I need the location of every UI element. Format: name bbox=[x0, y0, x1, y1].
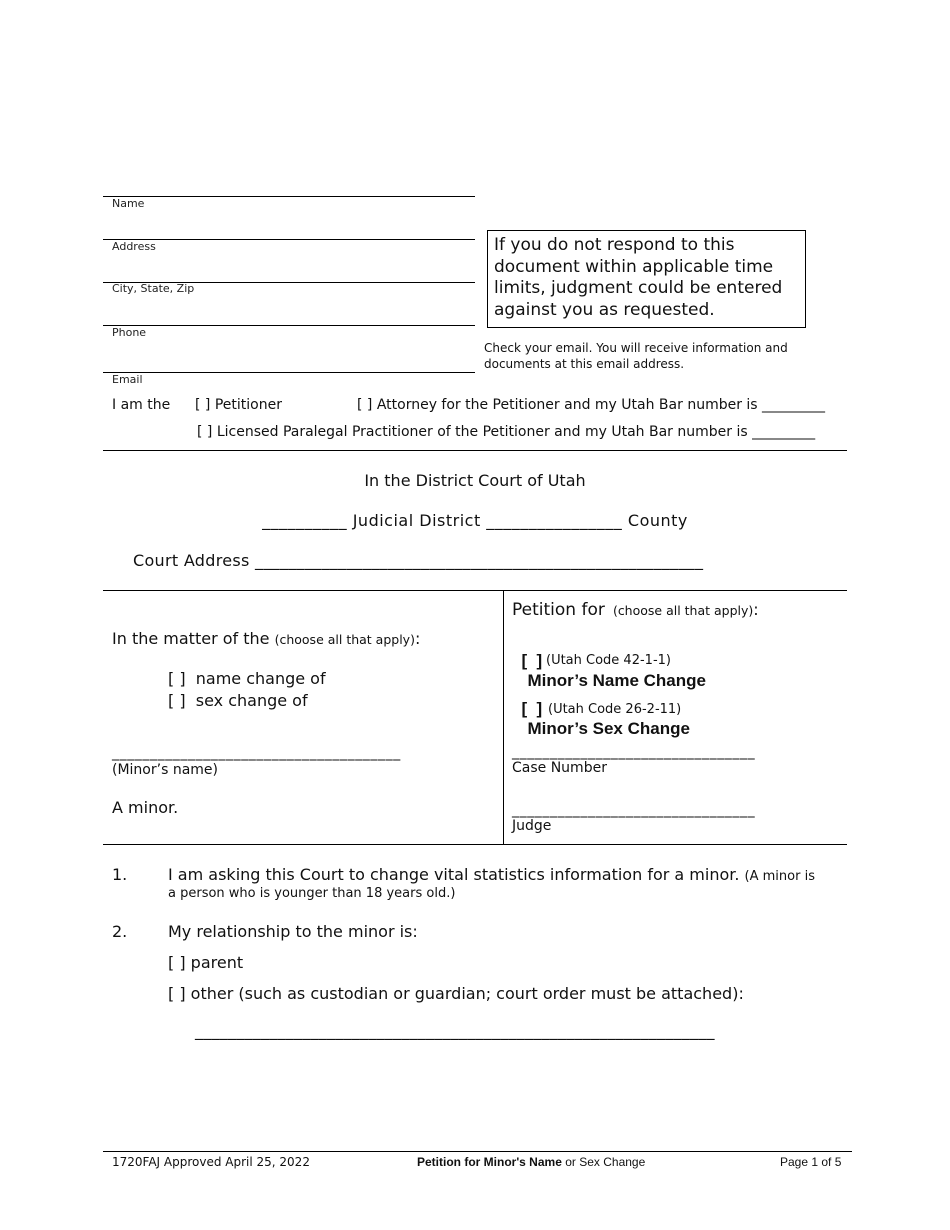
other-checkbox[interactable]: [ ] other (such as custodian or guardian; court order must be attached): bbox=[168, 984, 744, 1003]
option-sex-change-code: (Utah Code 26-2-11) bbox=[548, 702, 682, 717]
email-label: Email bbox=[112, 373, 143, 386]
phone-label: Phone bbox=[112, 326, 147, 339]
item-1-note-b: a person who is younger than 18 years old.) bbox=[168, 886, 456, 901]
minor-name-line[interactable]: ______________________________________ bbox=[112, 745, 401, 761]
item-1-number: 1. bbox=[112, 865, 128, 884]
footer-title-rest: or Sex Change bbox=[561, 1155, 646, 1169]
petition-colon: : bbox=[753, 600, 759, 619]
item-2-number: 2. bbox=[112, 922, 128, 941]
parent-checkbox[interactable]: [ ] parent bbox=[168, 953, 244, 972]
caption-bottom-border bbox=[103, 844, 847, 845]
caption-top-border bbox=[103, 590, 847, 591]
item-1 bbox=[168, 865, 815, 884]
caption-divider bbox=[503, 590, 504, 844]
district-county-line[interactable]: __________ Judicial District ________________ County bbox=[262, 511, 688, 530]
a-minor-text: A minor. bbox=[112, 798, 179, 817]
email-note: Check your email. You will receive information and documents at this email address. bbox=[484, 341, 788, 371]
paralegal-checkbox[interactable]: [ ] Licensed Paralegal Practitioner of the Petitioner and my Utah Bar number is _________ bbox=[197, 424, 816, 440]
option-name-change-box[interactable]: [ ] bbox=[521, 651, 543, 670]
judge-line[interactable]: ________________________________ bbox=[512, 802, 756, 818]
option-name-change-code: (Utah Code 42-1-1) bbox=[546, 653, 671, 668]
address-label: Address bbox=[112, 240, 156, 253]
minor-name-label: (Minor’s name) bbox=[112, 762, 218, 778]
item-1-note-a: (A minor is bbox=[744, 869, 815, 884]
phone-line bbox=[103, 325, 475, 326]
option-name-change-label: Minor’s Name Change bbox=[527, 671, 706, 690]
petition-heading bbox=[512, 600, 759, 620]
form-id: 1720FAJ Approved April 25, 2022 bbox=[112, 1155, 310, 1169]
sex-change-checkbox[interactable]: [ ] sex change of bbox=[168, 691, 308, 710]
option-sex-change-box[interactable]: [ ] bbox=[521, 699, 543, 718]
name-change-checkbox[interactable]: [ ] name change of bbox=[168, 669, 326, 688]
matter-colon: : bbox=[414, 629, 421, 648]
name-line bbox=[103, 196, 475, 197]
court-title: In the District Court of Utah bbox=[364, 471, 586, 490]
judge-label: Judge bbox=[512, 818, 552, 834]
case-number-label: Case Number bbox=[512, 760, 607, 776]
role-prefix: I am the bbox=[112, 397, 171, 413]
name-label: Name bbox=[112, 197, 145, 210]
option-sex-change-label: Minor’s Sex Change bbox=[527, 719, 690, 738]
court-address-line[interactable]: Court Address ______________________________________________________ bbox=[133, 551, 704, 570]
footer-divider bbox=[103, 1151, 852, 1152]
footer-title bbox=[417, 1155, 645, 1169]
address-line bbox=[103, 239, 475, 240]
item-1-text: I am asking this Court to change vital statistics information for a minor. bbox=[168, 865, 740, 884]
petition-note: (choose all that apply) bbox=[612, 603, 754, 618]
matter-note: (choose all that apply) bbox=[274, 632, 415, 647]
header-divider bbox=[103, 450, 847, 451]
matter-text: In the matter of the bbox=[112, 629, 270, 648]
petition-for-text: Petition for bbox=[512, 600, 605, 620]
other-relationship-line[interactable]: _______________________________________________________________ bbox=[195, 1021, 715, 1040]
item-2-text: My relationship to the minor is: bbox=[168, 922, 418, 941]
petitioner-checkbox[interactable]: [ ] Petitioner bbox=[195, 397, 282, 413]
footer-title-bold: Petition for Minor's Name bbox=[417, 1155, 562, 1169]
city-label: City, State, Zip bbox=[112, 282, 195, 295]
page-number: Page 1 of 5 bbox=[780, 1155, 842, 1169]
email-line bbox=[103, 372, 475, 373]
response-warning-box: If you do not respond to this document within applicable time limits, judgment could be entered against you as requested. bbox=[487, 230, 806, 328]
attorney-checkbox[interactable]: [ ] Attorney for the Petitioner and my Utah Bar number is _________ bbox=[357, 397, 826, 413]
matter-heading bbox=[112, 629, 420, 648]
case-number-line[interactable]: ________________________________ bbox=[512, 744, 756, 760]
